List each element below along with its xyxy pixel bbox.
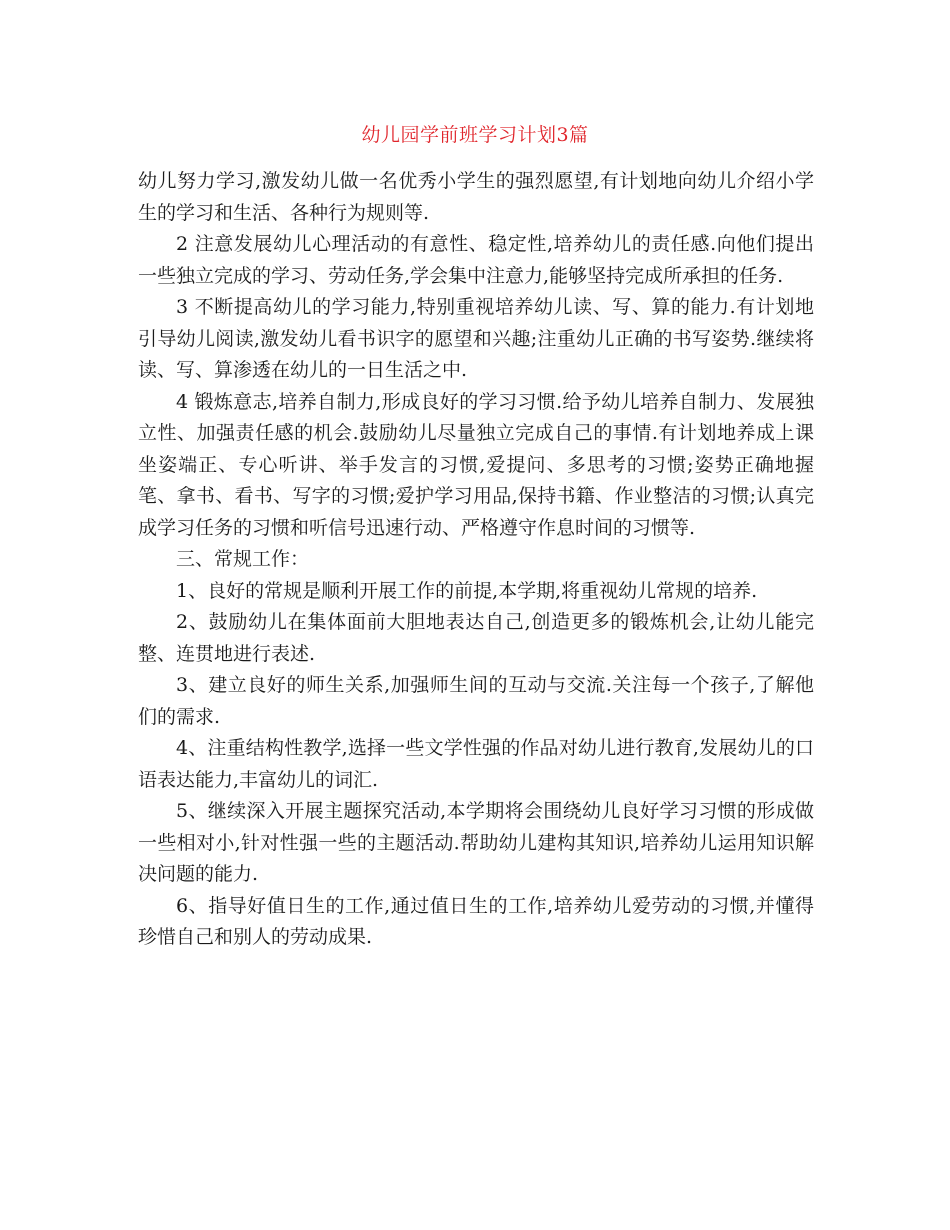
section-heading-routine-work: 三、常规工作： — [176, 548, 310, 570]
paragraph-routine-2: 2、鼓励幼儿在集体面前大胆地表达自己,创造更多的锻炼机会,让幼儿能完整、连贯地进行表述. — [138, 611, 814, 665]
paragraph-intro: 幼儿努力学习,激发幼儿做一名优秀小学生的强烈愿望,有计划地向幼儿介绍小学生的学习和生活、各种行为规则等. — [138, 170, 814, 224]
paragraph-routine-5: 5、继续深入开展主题探究活动,本学期将会围绕幼儿良好学习习惯的形成做一些相对小,针对性强一些的主题活动.帮助幼儿建构其知识,培养幼儿运用知识解决问题的能力. — [138, 800, 814, 885]
paragraph-item-2: 2 注意发展幼儿心理活动的有意性、稳定性,培养幼儿的责任感.向他们提出一些独立完成的学习、劳动任务,学会集中注意力,能够坚持完成所承担的任务. — [138, 233, 814, 287]
paragraph-item-4: 4 锻炼意志,培养自制力,形成良好的学习习惯.给予幼儿培养自制力、发展独立性、加强责任感的机会.鼓励幼儿尽量独立完成自己的事情.有计划地养成上课坐姿端正、专心听讲、举手发言的习惯,爱提问、多思考的习惯;姿势正确地握笔、拿书、看书、写字的习惯;爱护学习用品,保持书籍、作业整洁的习惯;认真完成学习任务的习惯和听信号迅速行动、严格遵守作息时间的习惯等. — [138, 390, 814, 539]
paragraph-routine-1: 1、良好的常规是顺利开展工作的前提,本学期,将重视幼儿常规的培养. — [176, 579, 758, 602]
paragraph-routine-6: 6、指导好值日生的工作,通过值日生的工作,培养幼儿爱劳动的习惯,并懂得珍惜自己和别人的劳动成果. — [138, 894, 814, 948]
paragraph-routine-3: 3、建立良好的师生关系,加强师生间的互动与交流.关注每一个孩子,了解他们的需求. — [138, 674, 814, 728]
document-body — [138, 166, 814, 954]
document-title: 幼儿园学前班学习计划3篇 — [361, 124, 589, 146]
paragraph-routine-4: 4、注重结构性教学,选择一些文学性强的作品对幼儿进行教育,发展幼儿的口语表达能力,丰富幼儿的词汇. — [138, 737, 814, 791]
paragraph-item-3: 3 不断提高幼儿的学习能力,特别重视培养幼儿读、写、算的能力.有计划地引导幼儿阅读,激发幼儿看书识字的愿望和兴趣;注重幼儿正确的书写姿势.继续将读、写、算渗透在幼儿的一日生活之中. — [138, 296, 814, 381]
